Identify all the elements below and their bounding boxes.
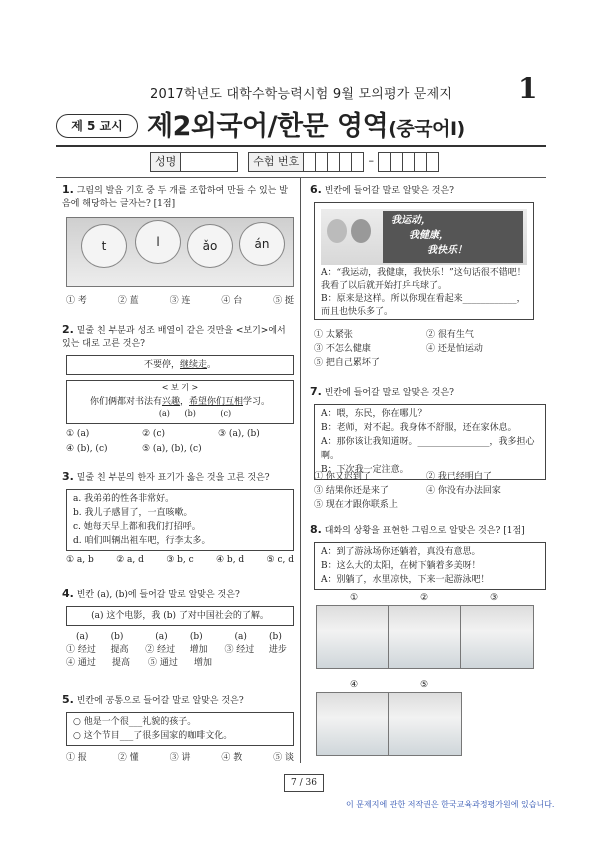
q4-choice-table <box>66 631 294 670</box>
choice[interactable]: ① (a) <box>66 429 90 439</box>
question-number: 6. <box>310 183 322 196</box>
page-current: 7 <box>291 778 297 788</box>
choice[interactable]: ③ 结果你还是来了 <box>314 486 389 496</box>
q4-head <box>66 631 294 644</box>
title-sub: (중국어Ⅰ) <box>388 118 465 140</box>
person-icon <box>351 219 371 243</box>
choice[interactable]: ⑤ 谈 <box>273 753 294 763</box>
sentence: b. 我儿子感冒了，一直咳嗽。 <box>73 508 193 518</box>
name-label: 성명 <box>150 152 181 172</box>
choice[interactable]: ③ 连 <box>169 296 191 306</box>
exam-no-label: 수험 번호 <box>248 152 304 172</box>
underlined-phrase: 互相 <box>225 397 244 407</box>
q4-sentence-box: (a) 这个电影，我 (b) 了对中国社会的了解。 <box>66 606 294 626</box>
q2-passage <box>66 355 294 375</box>
col-head: (a) <box>234 632 247 642</box>
question-8 <box>310 523 542 538</box>
exam-digit[interactable] <box>391 152 403 172</box>
col-head: (b) <box>110 632 124 642</box>
q6-choices <box>314 328 542 370</box>
question-7 <box>310 385 542 400</box>
question-text: 빈칸 (a), (b)에 들어갈 말로 알맞은 것은? <box>76 590 240 600</box>
balloon: l <box>135 220 181 264</box>
dialog-line: B：原来是这样。所以你现在看起来____________，而且也快乐多了。 <box>321 294 526 317</box>
column-divider <box>300 178 301 763</box>
choice[interactable]: ② a, d <box>116 555 144 565</box>
choice[interactable]: ④ 教 <box>221 753 243 763</box>
col-head: (b) <box>189 632 203 642</box>
choice[interactable]: ⑤ (a), (b), (c) <box>142 444 202 454</box>
choice[interactable]: ⑤ 挺 <box>273 296 294 306</box>
choice-value: 提高 <box>112 658 131 668</box>
col-head: (a) <box>76 632 89 642</box>
exam-digit[interactable] <box>340 152 352 172</box>
q3-choices <box>66 555 294 565</box>
q6-illustration <box>321 209 527 265</box>
question-number: 8. <box>310 523 322 536</box>
header-rule <box>56 145 546 147</box>
choice[interactable]: ② 懂 <box>117 753 139 763</box>
underlined-phrase: 兴趣 <box>161 397 180 407</box>
name-field[interactable] <box>181 152 238 172</box>
exam-digit[interactable] <box>328 152 340 172</box>
choice[interactable]: ① 经过 <box>66 645 96 655</box>
question-text: 대화의 상황을 표현한 그림으로 알맞은 것은? [1점] <box>324 526 525 536</box>
q2-choices <box>66 427 294 457</box>
dialog-line: A：喂，东民，你在哪儿？ <box>321 409 427 419</box>
choice[interactable]: ② (c) <box>142 429 165 439</box>
choice[interactable]: ① a, b <box>66 555 94 565</box>
picture-option-1[interactable] <box>316 605 390 669</box>
choice[interactable]: ② 经过 <box>145 645 176 655</box>
q4-row[interactable] <box>66 657 294 670</box>
person-icon <box>327 219 347 243</box>
q4-row[interactable] <box>66 644 294 657</box>
q2-bogi-box <box>66 380 294 424</box>
balloon-illustration <box>66 217 294 287</box>
question-text: 빈칸에 공통으로 들어갈 말로 알맞은 것은? <box>76 696 244 706</box>
balloon: án <box>239 222 285 266</box>
exam-digit[interactable] <box>378 152 391 172</box>
exam-dash: – <box>368 154 375 167</box>
q3-sentences <box>66 489 294 551</box>
slogan-banner <box>383 211 523 263</box>
question-text: 밑줄 친 부분의 한자 표기가 옳은 것을 고른 것은? <box>76 473 270 483</box>
bogi-label: < 보 기 > <box>161 383 199 392</box>
mark: (a) <box>158 409 170 418</box>
choice[interactable]: ⑤ 通过 <box>148 658 178 668</box>
picture-label: ② <box>420 593 429 603</box>
content-rule <box>56 177 546 178</box>
choice[interactable]: ① 考 <box>66 296 87 306</box>
balloon: ǎo <box>187 224 233 268</box>
choice[interactable]: ① 太紧张 <box>314 330 353 340</box>
exam-digit[interactable] <box>427 152 439 172</box>
title-main: 제2외국어/한문 영역 <box>147 111 389 142</box>
choice-value: 增加 <box>194 658 213 668</box>
balloon: t <box>81 224 127 268</box>
choice[interactable]: ③ 讲 <box>169 753 191 763</box>
sentence: ○ 这个节目___了很多国家的咖啡文化。 <box>73 731 233 741</box>
choice[interactable]: ④ (b), (c) <box>66 444 108 454</box>
page-title <box>147 104 465 143</box>
bogi-marks <box>73 409 287 418</box>
choice[interactable]: ④ b, d <box>216 555 245 565</box>
mark: (c) <box>220 409 232 418</box>
question-number: 2. <box>62 323 74 336</box>
exam-digit[interactable] <box>415 152 427 172</box>
mark: (b) <box>184 409 196 418</box>
exam-digit[interactable] <box>352 152 364 172</box>
question-1 <box>62 183 294 211</box>
dialog-line: B：这么大的太阳，在树下躺着多美呀！ <box>321 561 481 571</box>
name-exam-row <box>150 152 439 172</box>
question-number: 7. <box>310 385 322 398</box>
choice[interactable]: ③ 不怎么健康 <box>314 344 371 354</box>
choice[interactable]: ③ b, c <box>166 555 194 565</box>
underlined-phrase: 继续走 <box>179 360 207 370</box>
copyright-notice: 이 문제지에 관한 저작권은 한국교육과정평가원에 있습니다. <box>346 800 555 809</box>
bogi-text: ， <box>179 397 189 407</box>
q7-dialog <box>314 404 546 480</box>
page-number: 1 <box>518 72 538 105</box>
choice[interactable]: ③ (a), (b) <box>218 429 260 439</box>
picture-option-3[interactable] <box>460 605 534 669</box>
choice[interactable]: ④ 你没有办法回家 <box>426 486 501 496</box>
banner-line: 我运动， <box>391 215 431 226</box>
picture-label: ③ <box>490 593 499 603</box>
choice[interactable]: ④ 台 <box>221 296 243 306</box>
bogi-sentence <box>73 395 287 409</box>
picture-label: ⑤ <box>420 680 429 690</box>
page-total: 36 <box>305 778 317 788</box>
picture-option-5[interactable] <box>388 692 462 756</box>
choice[interactable]: ④ 通过 <box>66 658 96 668</box>
picture-label: ① <box>350 593 359 603</box>
q6-dialog <box>321 267 527 319</box>
dialog-line: B：下次我一定注意。 <box>321 465 409 475</box>
question-2 <box>62 323 294 351</box>
q1-choices <box>66 293 294 306</box>
footer-page-count: 7 / 36 <box>284 774 324 792</box>
choice-value: 增加 <box>189 645 208 655</box>
banner-line: 我快乐！ <box>427 245 467 256</box>
bogi-text: 你们俩都对书法有 <box>89 397 162 407</box>
question-number: 4. <box>62 587 74 600</box>
exam-digit[interactable] <box>403 152 415 172</box>
choice[interactable]: ② 我已经明白了 <box>426 472 492 482</box>
question-number: 3. <box>62 470 74 483</box>
choice[interactable]: ⑤ 现在才跟你联系上 <box>314 500 398 510</box>
question-text: 빈칸에 들어갈 말로 알맞은 것은? <box>324 388 455 398</box>
col-head: (b) <box>269 632 282 642</box>
passage-text: 不要停， <box>143 360 180 370</box>
choice[interactable]: ① 你又迟到了 <box>314 472 371 482</box>
bogi-text: 学习。 <box>243 397 271 407</box>
question-number: 1. <box>62 183 74 196</box>
dialog-line: A：到了游泳场你还躺着，真没有意思。 <box>321 547 481 557</box>
choice-value: 进步 <box>268 645 287 655</box>
sentence: a. 我弟弟的性各非常好。 <box>73 494 175 504</box>
question-text: 그림의 발음 기호 중 두 개를 조합하여 만들 수 있는 발음에 해당하는 글자는? [1점] <box>62 186 288 209</box>
dialog-line: A：那你该让我知道呀。________________，我多担心啊。 <box>321 437 535 461</box>
col-head: (a) <box>155 632 168 642</box>
choice[interactable]: ② 很有生气 <box>426 330 474 340</box>
choice[interactable]: ③ 经过 <box>224 645 255 655</box>
choice[interactable]: ④ 还是怕运动 <box>426 344 483 354</box>
question-4 <box>62 587 294 602</box>
choice[interactable]: ⑤ c, d <box>266 555 294 565</box>
q5-choices <box>66 750 294 763</box>
choice-value: 提高 <box>110 645 129 655</box>
choice[interactable]: ⑤ 把自己累坏了 <box>314 358 380 368</box>
q7-choices <box>314 470 542 512</box>
question-6 <box>310 183 542 198</box>
picture-option-2[interactable] <box>388 605 462 669</box>
q8-dialog <box>314 542 546 590</box>
choice[interactable]: ② 蓝 <box>117 296 139 306</box>
exam-subtitle: 2017학년도 대학수학능력시험 9월 모의평가 문제지 <box>150 87 453 102</box>
passage-text: 。 <box>207 360 217 370</box>
question-3 <box>62 470 294 485</box>
q5-sentences <box>66 712 294 746</box>
picture-option-4[interactable] <box>316 692 390 756</box>
banner-line: 我健康， <box>409 230 449 241</box>
exam-digit[interactable] <box>316 152 328 172</box>
dialog-line: B：老师，对不起。我身体不舒服，还在家休息。 <box>321 423 517 433</box>
underlined-phrase: 希望你们 <box>189 397 226 407</box>
q6-dialog-box <box>314 202 534 320</box>
question-5 <box>62 693 294 708</box>
sentence: c. 她每天早上都和我们打招呼。 <box>73 522 201 532</box>
dialog-line: A：别躺了，水里凉快，下来一起游泳吧！ <box>321 575 490 585</box>
question-text: 밑줄 친 부분과 성조 배열이 같은 것만을 <보기>에서 있는 대로 고른 것은? <box>62 326 286 349</box>
exam-digit[interactable] <box>304 152 316 172</box>
dialog-line: A：“我运动，我健康，我快乐！”这句话很不错吧！我看了以后就开始打乒乓球了。 <box>321 268 526 291</box>
question-text: 빈칸에 들어갈 말로 알맞은 것은? <box>324 186 455 196</box>
choice[interactable]: ① 报 <box>66 753 87 763</box>
period-badge: 제 5 교시 <box>56 114 138 138</box>
question-number: 5. <box>62 693 74 706</box>
sentence: ○ 他是一个很___礼貌的孩子。 <box>73 717 197 727</box>
picture-label: ④ <box>350 680 359 690</box>
sentence: d. 咱们叫辆出祖车吧，行李太多。 <box>73 536 211 546</box>
